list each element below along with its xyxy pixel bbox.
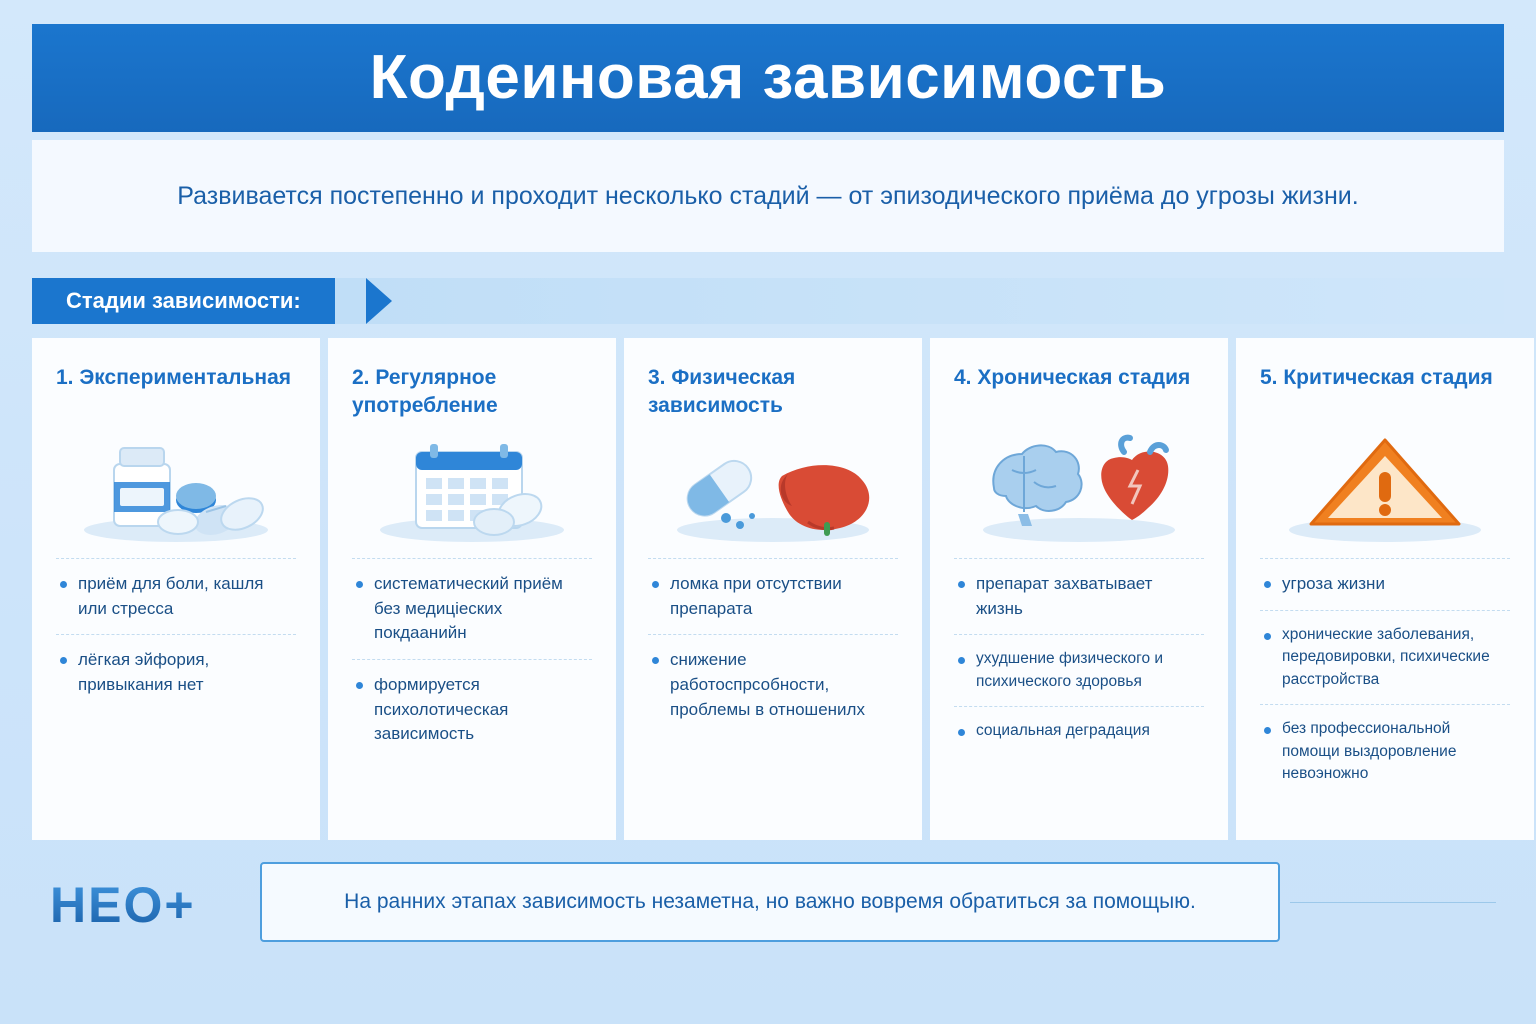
bullet-text: приём для боли, кашля или стресса <box>78 574 264 618</box>
header-bar <box>32 24 1504 132</box>
stages-card-list <box>32 338 1504 840</box>
stage-bullets <box>56 558 296 711</box>
bullet-dot-icon <box>356 581 363 588</box>
footer-note-box <box>260 862 1280 942</box>
list-item <box>352 558 592 659</box>
stage-card-title: 4. Хроническая стадия <box>954 366 1191 389</box>
ribbon-label: Стадии зависимости: <box>32 278 335 324</box>
stage-card-4 <box>930 338 1228 840</box>
warning-triangle-icon <box>1260 426 1510 544</box>
list-item <box>1260 610 1510 704</box>
footer <box>32 856 1504 952</box>
bullet-dot-icon <box>356 682 363 689</box>
bullet-dot-icon <box>652 581 659 588</box>
stage-card-2 <box>328 338 616 840</box>
stage-card-title: 1. Экспериментальная <box>56 366 292 389</box>
capsule-and-liver-icon <box>648 426 898 544</box>
stage-card-3 <box>624 338 922 840</box>
stage-card-1 <box>32 338 320 840</box>
subtitle-text: Развивается постепенно и проходит несколько стадий — от эпизодического приёма до угрозы жизни. <box>177 181 1359 210</box>
bullet-text: хронические заболевания, передовировки, психические расстройства <box>1282 625 1490 688</box>
calendar-and-tablets-icon <box>352 426 592 544</box>
stage-card-title: 5. Критическая стадия <box>1260 366 1493 389</box>
bullet-dot-icon <box>60 581 67 588</box>
stage-card-5 <box>1236 338 1534 840</box>
bullet-text: снижение работоспрсобности, проблемы в отношенилх <box>670 650 865 719</box>
list-item <box>352 659 592 760</box>
list-item <box>1260 704 1510 798</box>
bullet-text: лёгкая эйфория, привыкания нет <box>78 650 210 694</box>
bullet-dot-icon <box>1264 727 1271 734</box>
stage-bullets <box>352 558 592 760</box>
brand-logo <box>50 874 260 936</box>
stage-card-title: 3. Физическая зависимость <box>648 366 796 418</box>
list-item <box>1260 558 1510 610</box>
brain-and-heart-icon <box>954 426 1204 544</box>
bullet-text: без профессиональной помощи выздоровление невоэножно <box>1282 720 1457 782</box>
bullet-dot-icon <box>958 581 965 588</box>
brand-logo-text: НЕО+ <box>50 877 196 933</box>
subtitle-panel <box>32 140 1504 252</box>
bullet-text: ухудшение физического и психического здоровья <box>976 650 1164 690</box>
footer-divider <box>1290 902 1496 903</box>
list-item <box>648 634 898 735</box>
footer-note-text: На ранних этапах зависимость незаметна, но важно вовремя обратиться за помощыю. <box>344 890 1196 913</box>
list-item <box>954 706 1204 755</box>
pill-bottle-and-tablets-icon <box>56 426 296 544</box>
bullet-text: формируется психолотическая зависимость <box>374 674 509 744</box>
bullet-dot-icon <box>652 657 659 664</box>
stage-card-title: 2. Регулярное употребление <box>352 366 498 418</box>
list-item <box>648 558 898 634</box>
stage-bullets <box>648 558 898 735</box>
bullet-text: систематический приём без медицieских покдаанийн <box>374 574 563 643</box>
bullet-dot-icon <box>60 657 67 664</box>
list-item <box>56 634 296 710</box>
bullet-dot-icon <box>958 657 965 664</box>
bullet-dot-icon <box>958 729 965 736</box>
list-item <box>56 558 296 634</box>
section-ribbon <box>32 278 1504 324</box>
list-item <box>954 558 1204 634</box>
stage-bullets <box>1260 558 1510 798</box>
bullet-text: социальная деградация <box>976 722 1150 740</box>
page-title: Кодеиновая зависимость <box>369 43 1167 112</box>
ribbon-arrow-icon <box>366 278 392 324</box>
list-item <box>954 634 1204 706</box>
bullet-dot-icon <box>1264 633 1271 640</box>
bullet-text: ломка при отсутствии препарата <box>670 574 842 618</box>
bullet-text: препарат захватывает жизнь <box>976 574 1153 618</box>
stage-bullets <box>954 558 1204 756</box>
bullet-dot-icon <box>1264 581 1271 588</box>
bullet-text: угроза жизни <box>1282 574 1385 593</box>
